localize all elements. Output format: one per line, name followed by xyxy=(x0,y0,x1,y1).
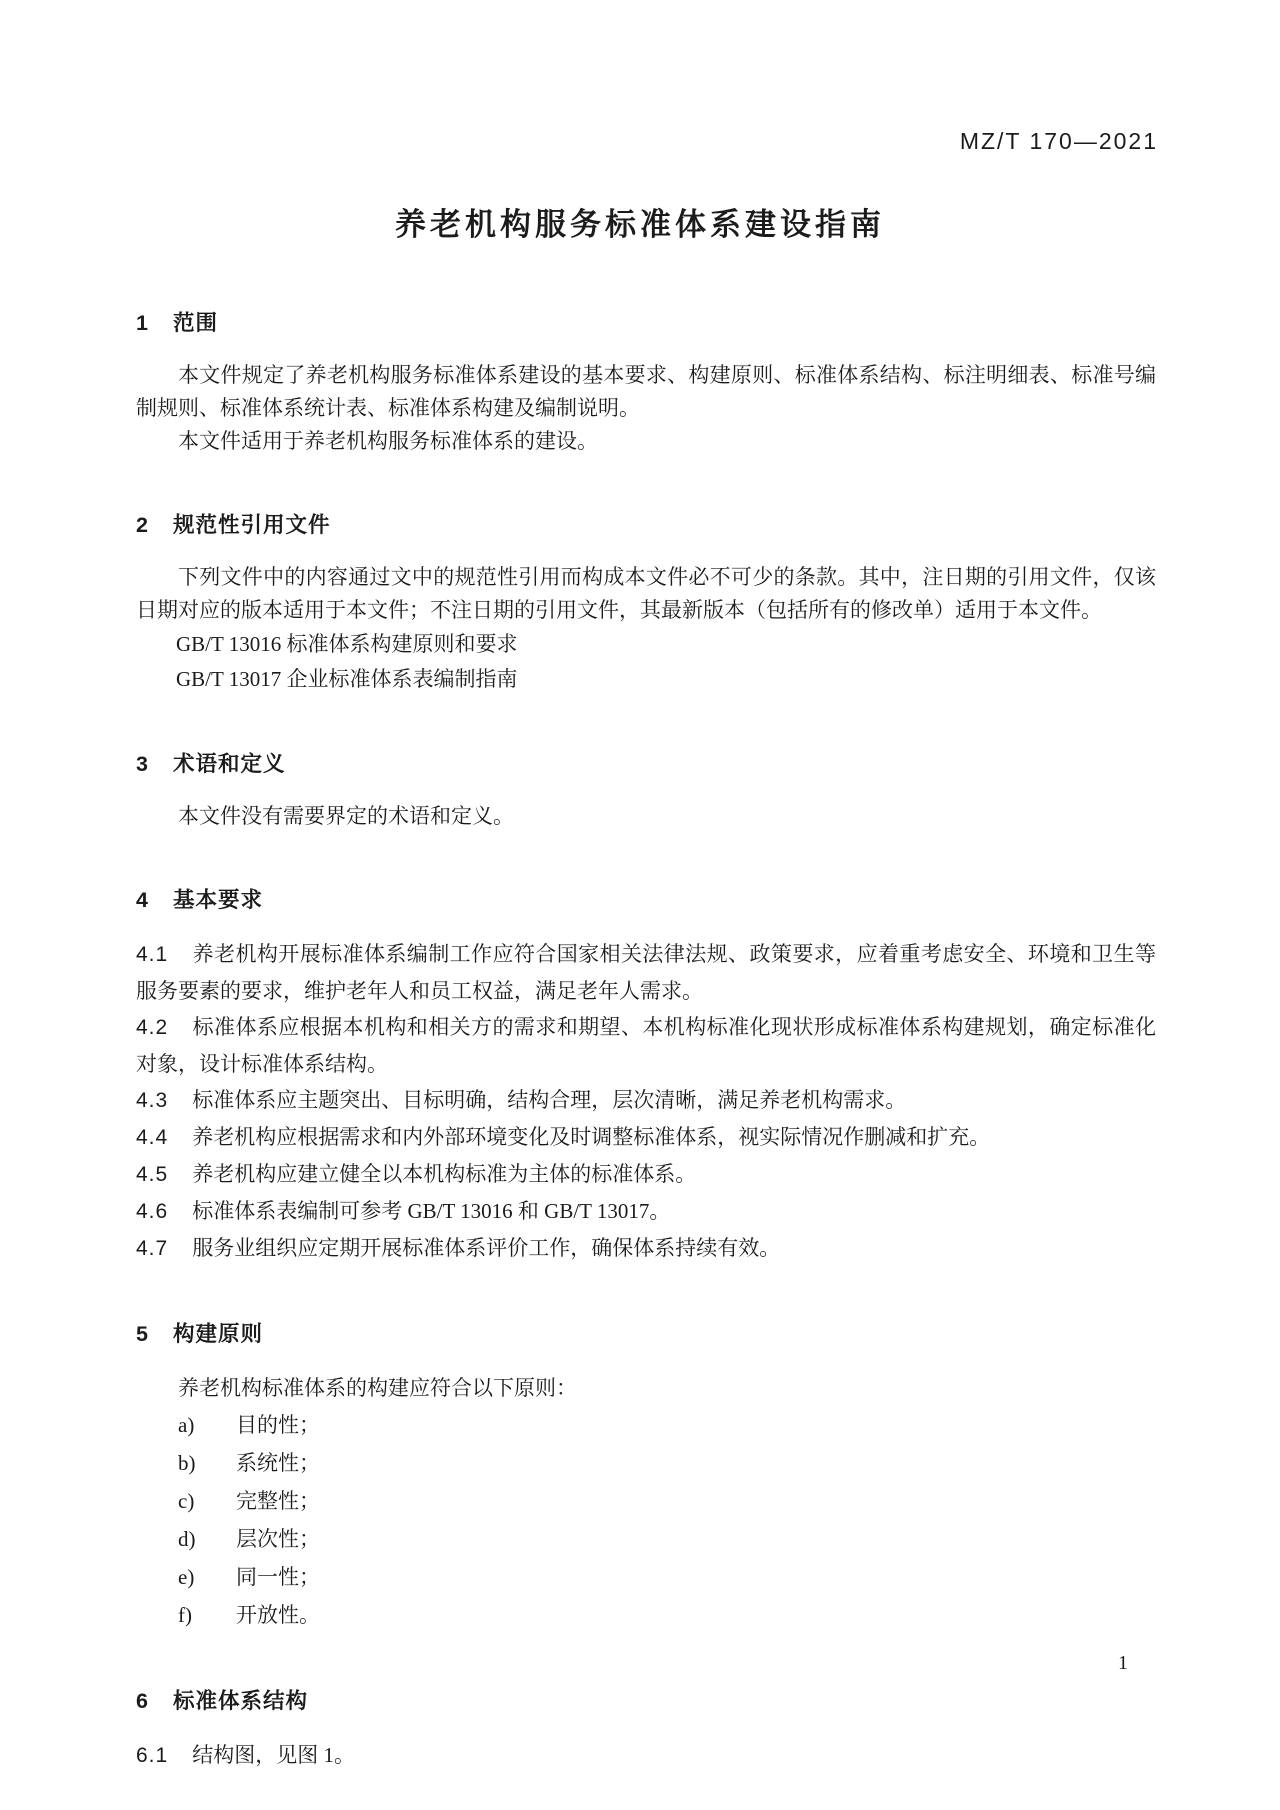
list-item xyxy=(136,1596,1156,1634)
list-item-label: b) xyxy=(178,1451,196,1475)
section-heading xyxy=(136,1684,1156,1715)
clause-number: 4.5 xyxy=(136,1163,169,1186)
clause-text: 标准体系表编制可参考 GB/T 13016 和 GB/T 13017。 xyxy=(192,1199,671,1223)
section-heading xyxy=(136,747,1156,778)
paragraph: 本文件适用于养老机构服务标准体系的建设。 xyxy=(178,429,598,453)
section-number: 5 xyxy=(136,1322,149,1346)
reference-item: GB/T 13017 企业标准体系表编制指南 xyxy=(176,667,518,691)
section-number: 3 xyxy=(136,752,149,776)
list-item-label: c) xyxy=(178,1489,195,1513)
standard-number: MZ/T 170—2021 xyxy=(959,128,1158,154)
section-heading xyxy=(136,306,1156,337)
section-title: 标准体系结构 xyxy=(172,1689,308,1713)
clause-6-1 xyxy=(136,1737,1156,1774)
section-title: 基本要求 xyxy=(172,888,263,912)
clause-number: 4.6 xyxy=(136,1200,169,1223)
clause-text: 养老机构应根据需求和内外部环境变化及时调整标准体系，视实际情况作删减和扩充。 xyxy=(192,1125,991,1149)
paragraph: 养老机构标准体系的构建应符合以下原则： xyxy=(178,1376,577,1400)
clause-number: 4.7 xyxy=(136,1237,169,1260)
list-item xyxy=(136,1482,1156,1520)
section-heading xyxy=(136,883,1156,914)
list-item-text: 目的性； xyxy=(236,1413,320,1437)
document-body xyxy=(0,306,1280,1774)
clause-4-6 xyxy=(136,1193,1156,1230)
clause-4-2 xyxy=(136,1009,1156,1082)
section-basic-requirements xyxy=(136,883,1156,1267)
list-item xyxy=(136,1444,1156,1482)
list-item-text: 同一性； xyxy=(236,1565,320,1589)
section-heading xyxy=(136,1317,1156,1348)
list-item-text: 层次性； xyxy=(236,1527,320,1551)
clause-text: 标准体系应主题突出、目标明确，结构合理，层次清晰，满足养老机构需求。 xyxy=(192,1088,907,1112)
paragraph: 本文件规定了养老机构服务标准体系建设的基本要求、构建原则、标准体系结构、标注明细表、标准号编制规则、标准体系统计表、标准体系构建及编制说明。 xyxy=(136,363,1156,420)
page-number: 1 xyxy=(1118,1652,1128,1674)
clause-number: 6.1 xyxy=(136,1744,169,1767)
page-header xyxy=(0,0,1280,155)
reference-item: GB/T 13016 标准体系构建原则和要求 xyxy=(176,632,518,656)
clause-number: 4.4 xyxy=(136,1126,169,1149)
section-number: 4 xyxy=(136,888,149,912)
clause-number: 4.1 xyxy=(136,943,169,966)
clause-number: 4.2 xyxy=(136,1016,169,1039)
list-item-text: 完整性； xyxy=(236,1489,320,1513)
list-item xyxy=(136,1520,1156,1558)
list-item-label: f) xyxy=(178,1603,192,1627)
clause-text: 标准体系应根据本机构和相关方的需求和期望、本机构标准化现状形成标准体系构建规划，确定标准化对象，设计标准体系结构。 xyxy=(136,1015,1156,1076)
clause-text: 养老机构开展标准体系编制工作应符合国家相关法律法规、政策要求，应着重考虑安全、环境和卫生等服务要素的要求，维护老年人和员工权益，满足老年人需求。 xyxy=(136,942,1156,1003)
clause-text: 养老机构应建立健全以本机构标准为主体的标准体系。 xyxy=(192,1162,697,1186)
section-number: 2 xyxy=(136,513,149,537)
clause-text: 结构图，见图 1。 xyxy=(192,1743,355,1767)
section-heading xyxy=(136,508,1156,539)
clause-4-3 xyxy=(136,1082,1156,1119)
section-terms-definitions xyxy=(136,747,1156,833)
section-title: 范围 xyxy=(172,311,218,335)
list-item xyxy=(136,1406,1156,1444)
section-title: 规范性引用文件 xyxy=(172,513,331,537)
list-item xyxy=(136,1558,1156,1596)
paragraph: 本文件没有需要界定的术语和定义。 xyxy=(178,804,514,828)
clause-number: 4.3 xyxy=(136,1089,169,1112)
section-title: 术语和定义 xyxy=(172,752,286,776)
list-item-label: d) xyxy=(178,1527,196,1551)
section-title: 构建原则 xyxy=(172,1322,263,1346)
section-standard-system-structure xyxy=(136,1684,1156,1774)
section-construction-principles xyxy=(136,1317,1156,1634)
clause-4-5 xyxy=(136,1156,1156,1193)
section-number: 1 xyxy=(136,311,149,335)
list-item-label: e) xyxy=(178,1565,195,1589)
section-number: 6 xyxy=(136,1689,149,1713)
paragraph: 下列文件中的内容通过文中的规范性引用而构成本文件必不可少的条款。其中，注日期的引用文件，仅该日期对应的版本适用于本文件；不注日期的引用文件，其最新版本（包括所有的修改单）适用于本文件。 xyxy=(136,565,1156,622)
clause-4-7 xyxy=(136,1230,1156,1267)
clause-4-4 xyxy=(136,1119,1156,1156)
document-title: 养老机构服务标准体系建设指南 xyxy=(395,207,885,242)
list-item-text: 系统性； xyxy=(236,1451,320,1475)
list-item-text: 开放性。 xyxy=(236,1603,320,1627)
section-normative-references xyxy=(136,508,1156,697)
clause-text: 服务业组织应定期开展标准体系评价工作，确保体系持续有效。 xyxy=(192,1236,781,1260)
clause-4-1 xyxy=(136,936,1156,1009)
list-item-label: a) xyxy=(178,1413,195,1437)
section-scope xyxy=(136,306,1156,458)
